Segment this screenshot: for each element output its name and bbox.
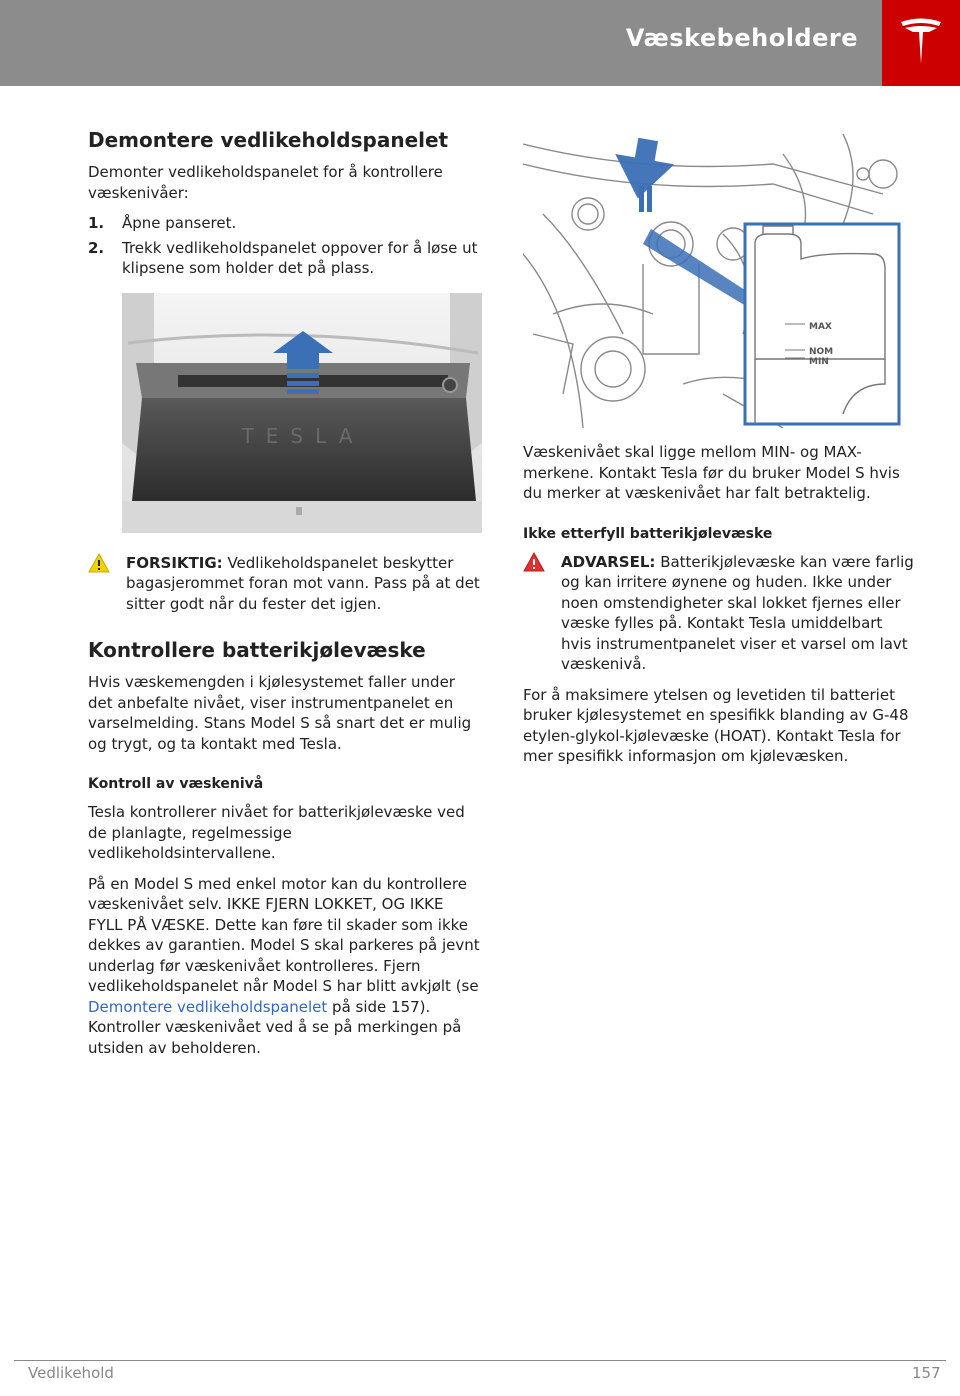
nom-label: NOM xyxy=(809,347,834,357)
max-label: MAX xyxy=(809,322,832,332)
level-range-paragraph: Væskenivået skal ligge mellom MIN- og MAX-merkene. Kontakt Tesla før du bruker Model S hvis du merker at væskenivået har falt betraktelig. xyxy=(523,443,900,502)
min-label: MIN xyxy=(809,357,829,367)
left-column xyxy=(88,128,482,1068)
check-coolant-intro: Hvis væskemengden i kjølesystemet faller under det anbefalte nivået, viser instrumentpanelet en varselmelding. Stans Model S så snart det er mulig og trygt, og ta kontakt med Tesla. xyxy=(88,673,472,753)
coolant-reservoir-illustration xyxy=(523,134,915,428)
remove-panel-steps xyxy=(88,213,482,279)
footer-section: Vedlikehold xyxy=(28,1364,114,1382)
warning-text: Batterikjølevæske kan være farlig og kan irritere øynene og huden. Ikke under noen omstendigheter skal lokket fjernes eller væske fylles på. Kontakt Tesla umiddelbart hvis instrumentpanelet viser et varsel om lavt væskenivå. xyxy=(561,552,914,673)
step-text: Åpne panseret. xyxy=(122,214,237,232)
step-number: 1. xyxy=(88,214,105,232)
coolant-reservoir-figure xyxy=(523,134,915,428)
level-check-text-b: på side 157). Kontroller væskenivået ved å se på merkingen på utsiden av beholderen. xyxy=(88,997,462,1057)
maintenance-panel-illustration xyxy=(88,293,482,533)
caution-icon xyxy=(88,553,110,573)
caution-text: Vedlikeholdspanelet beskytter bagasjerommet foran mot vann. Pass på at det sitter godt når du fester det igjen. xyxy=(126,553,480,613)
page-header xyxy=(0,0,960,86)
warning-icon xyxy=(523,552,545,572)
subheading-no-refill: Ikke etterfyll batterikjølevæske xyxy=(523,525,773,542)
caution-note xyxy=(88,553,482,615)
step-item xyxy=(88,238,482,279)
remove-panel-intro: Demonter vedlikeholdspanelet for å kontrollere væskenivåer: xyxy=(88,163,443,202)
caution-label: FORSIKTIG: xyxy=(126,553,223,572)
warning-note xyxy=(523,552,915,675)
brand-text: TESLA xyxy=(241,423,365,448)
step-text: Trekk vedlikeholdspanelet oppover for å løse ut klipsene som holder det på plass. xyxy=(122,238,478,277)
remove-panel-link[interactable]: Demontere vedlikeholdspanelet xyxy=(88,997,328,1016)
section-heading-remove-panel: Demontere vedlikeholdspanelet xyxy=(88,128,449,152)
tesla-logo-icon xyxy=(899,16,943,68)
warning-label: ADVARSEL: xyxy=(561,552,656,571)
coolant-spec-paragraph: For å maksimere ytelsen og levetiden til batteriet bruker kjølesystemet en spesifikk blanding av G-48 etylen-glykol-kjølevæske (HOAT). Kontakt Tesla for mer spesifikk informasjon om kjølevæsken. xyxy=(523,685,909,765)
step-number: 2. xyxy=(88,238,105,257)
section-heading-check-coolant: Kontrollere batterikjølevæske xyxy=(88,638,426,662)
footer-divider xyxy=(14,1360,946,1361)
level-check-paragraph-2 xyxy=(88,874,482,1059)
step-item xyxy=(88,213,482,234)
page-title: Væskebeholdere xyxy=(625,24,858,52)
frunk-panel-figure xyxy=(88,293,482,533)
level-check-paragraph-1: Tesla kontrollerer nivået for batterikjølevæske ved de planlagte, regelmessige vedlikeholdsintervallene. xyxy=(88,803,465,862)
footer-page-number: 157 xyxy=(912,1364,941,1382)
right-column xyxy=(523,134,915,777)
subheading-level-check: Kontroll av væskenivå xyxy=(88,776,264,792)
tesla-logo xyxy=(882,0,960,86)
level-check-text-a: På en Model S med enkel motor kan du kontrollere væskenivået selv. IKKE FJERN LOKKET, OG IKKE FYLL PÅ VÆSKE. Dette kan føre til skader som ikke dekkes av garantien. Model S skal parkeres på jevnt underlag før væskenivået kontrolleres. Fjern vedlikeholdspanelet når Model S har blitt avkjølt (se xyxy=(88,874,480,995)
